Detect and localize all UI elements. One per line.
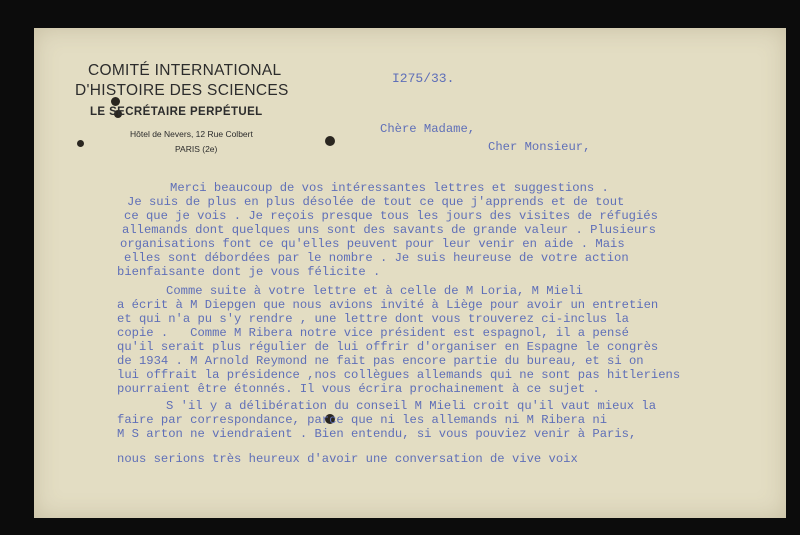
body-line: Merci beaucoup de vos intéressantes lettres et suggestions . <box>170 181 609 195</box>
body-line: de 1934 . M Arnold Reymond ne fait pas encore partie du bureau, et si on <box>117 354 644 368</box>
body-line: S 'il y a délibération du conseil M Mieli croit qu'il vaut mieux la <box>166 399 657 413</box>
body-line: lui offrait la présidence ,nos collègues allemands qui ne sont pas hitleriens <box>117 368 681 382</box>
body-line: allemands dont quelques uns sont des savants de grande valeur . Plusieurs <box>122 223 656 237</box>
reference-number: I275/33. <box>392 71 455 86</box>
body-line: organisations font ce qu'elles peuvent pour leur venir en aide . Mais <box>120 237 625 251</box>
body-line: copie . Comme M Ribera notre vice président est espagnol, il a pensé <box>117 326 629 340</box>
body-line: Je suis de plus en plus désolée de tout ce que j'apprends et de tout <box>127 195 625 209</box>
letterhead-secretary: LE SECRÉTAIRE PERPÉTUEL <box>90 106 263 118</box>
body-line: nous serions très heureux d'avoir une conversation de vive voix <box>117 452 578 466</box>
body-line: qu'il serait plus régulier de lui offrir d'organiser en Espagne le congrès <box>117 340 659 354</box>
body-line: elles sont débordées par le nombre . Je suis heureuse de votre action <box>124 251 629 265</box>
body-line: pourraient être étonnés. Il vous écrira prochainement à ce sujet . <box>117 382 600 396</box>
body-line: bienfaisante dont je vous félicite . <box>117 265 381 279</box>
body-line: Comme suite à votre lettre et à celle de M Loria, M Mieli <box>166 284 583 298</box>
punch-hole <box>77 140 84 147</box>
body-line: a écrit à M Diepgen que nous avions invité à Liège pour avoir un entretien <box>117 298 659 312</box>
letterhead-city: PARIS (2e) <box>175 144 218 154</box>
body-line: faire par correspondance, parce que ni les allemands ni M Ribera ni <box>117 413 608 427</box>
punch-hole <box>325 136 335 146</box>
letterhead-address: Hôtel de Nevers, 12 Rue Colbert <box>130 129 253 139</box>
salutation-line2: Cher Monsieur, <box>488 140 591 154</box>
body-line: ce que je vois . Je reçois presque tous les jours des visites de réfugiés <box>124 209 658 223</box>
letterhead-title-line1: COMITÉ INTERNATIONAL <box>88 62 282 79</box>
letterhead-title-line2: D'HISTOIRE DES SCIENCES <box>75 82 289 99</box>
salutation-line1: Chère Madame, <box>380 122 476 136</box>
body-line: et qui n'a pu s'y rendre , une lettre dont vous trouverez ci-inclus la <box>117 312 629 326</box>
body-line: M S arton ne viendraient . Bien entendu, si vous pouviez venir à Paris, <box>117 427 637 441</box>
